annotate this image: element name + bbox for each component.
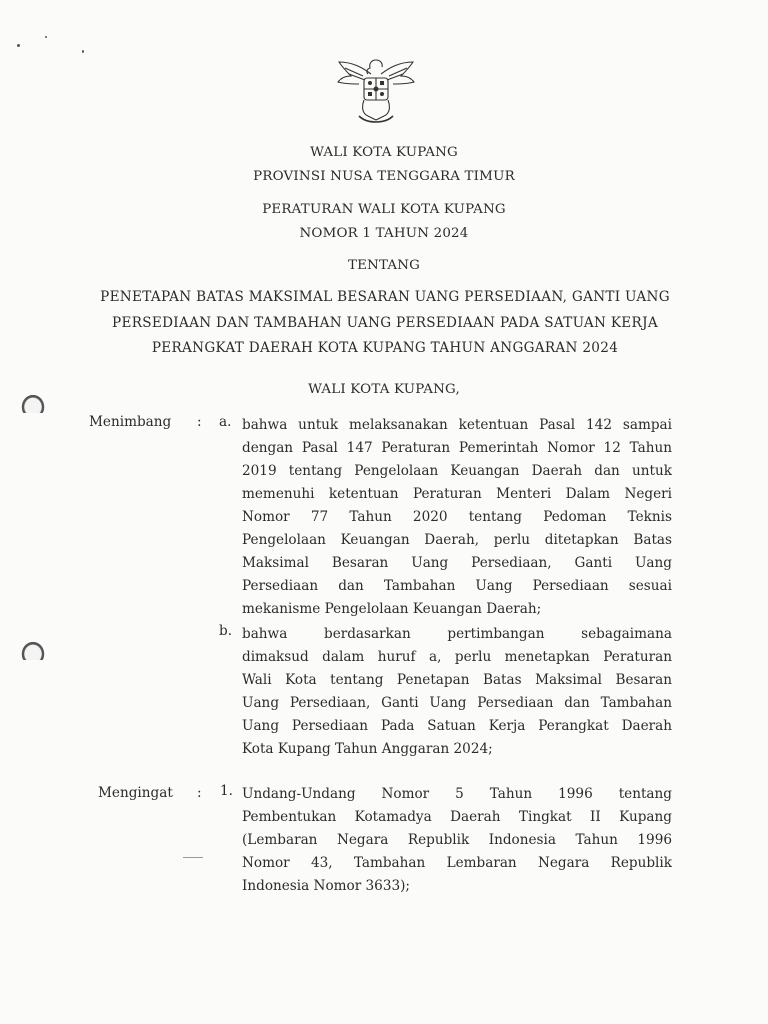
mengingat-label: Mengingat <box>98 785 173 801</box>
garuda-emblem <box>333 54 419 128</box>
menimbang-item-marker: a. <box>219 414 232 430</box>
text-line: Persediaan dan Tambahan Uang Persediaan sesuai <box>242 578 672 594</box>
header-province: PROVINSI NUSA TENGGARA TIMUR <box>253 169 515 184</box>
scan-speck <box>17 44 20 47</box>
issuer-line: WALI KOTA KUPANG, <box>308 382 460 397</box>
menimbang-label: Menimbang <box>89 414 172 430</box>
text-line: Pembentukan Kotamadya Daerah Tingkat II Kupang <box>242 809 672 825</box>
text-line: 2019 tentang Pengelolaan Keuangan Daerah dan untuk <box>242 463 672 479</box>
scan-speck <box>82 50 84 53</box>
mengingat-item-marker: 1. <box>220 783 233 799</box>
text-line: Undang-Undang Nomor 5 Tahun 1996 tentang <box>242 786 672 802</box>
scan-mark <box>183 857 203 858</box>
scan-speck <box>45 36 47 38</box>
menimbang-colon: : <box>197 414 202 430</box>
text-line: bahwa untuk melaksanakan ketentuan Pasal 142 sampai <box>242 417 672 433</box>
text-line: dimaksud dalam huruf a, perlu menetapkan Peraturan <box>242 649 672 665</box>
text-line: Maksimal Besaran Uang Persediaan, Ganti Uang <box>242 555 672 571</box>
regulation-number: NOMOR 1 TAHUN 2024 <box>299 226 469 241</box>
mengingat-colon: : <box>197 785 202 801</box>
tentang-label: TENTANG <box>347 258 421 273</box>
text-line: (Lembaran Negara Republik Indonesia Tahun 1996 <box>242 832 672 848</box>
punch-hole <box>20 640 46 660</box>
text-line: Kota Kupang Tahun Anggaran 2024; <box>242 741 493 757</box>
text-line: mekanisme Pengelolaan Keuangan Daerah; <box>242 601 542 617</box>
text-line: Nomor 77 Tahun 2020 tentang Pedoman Teknis <box>242 509 672 525</box>
header-issuer: WALI KOTA KUPANG <box>310 145 458 160</box>
text-line: dengan Pasal 147 Peraturan Pemerintah Nomor 12 Tahun <box>242 440 672 456</box>
text-line: memenuhi ketentuan Peraturan Menteri Dalam Negeri <box>242 486 672 502</box>
text-line: Pengelolaan Keuangan Daerah, perlu ditetapkan Batas <box>242 532 672 548</box>
text-line: Indonesia Nomor 3633); <box>242 878 411 894</box>
menimbang-item-marker: b. <box>219 623 233 639</box>
text-line: Uang Persediaan, Ganti Uang Persediaan dan Tambahan <box>242 695 672 711</box>
text-line: Nomor 43, Tambahan Lembaran Negara Republik <box>242 855 672 871</box>
text-line: Wali Kota tentang Penetapan Batas Maksimal Besaran <box>242 672 672 688</box>
regulation-type: PERATURAN WALI KOTA KUPANG <box>262 202 506 217</box>
text-line: bahwa berdasarkan pertimbangan sebagaimana <box>242 626 672 642</box>
text-line: Uang Persediaan Pada Satuan Kerja Perangkat Daerah <box>242 718 672 734</box>
regulation-title: PENETAPAN BATAS MAKSIMAL BESARAN UANG PERSEDIAAN, GANTI UANG PERSEDIAAN DAN TAMBAHAN UANG PERSEDIAAN PADA SATUAN KERJA PERANGKAT DAERAH KOTA KUPANG TAHUN ANGGARAN 2024 <box>100 289 670 356</box>
